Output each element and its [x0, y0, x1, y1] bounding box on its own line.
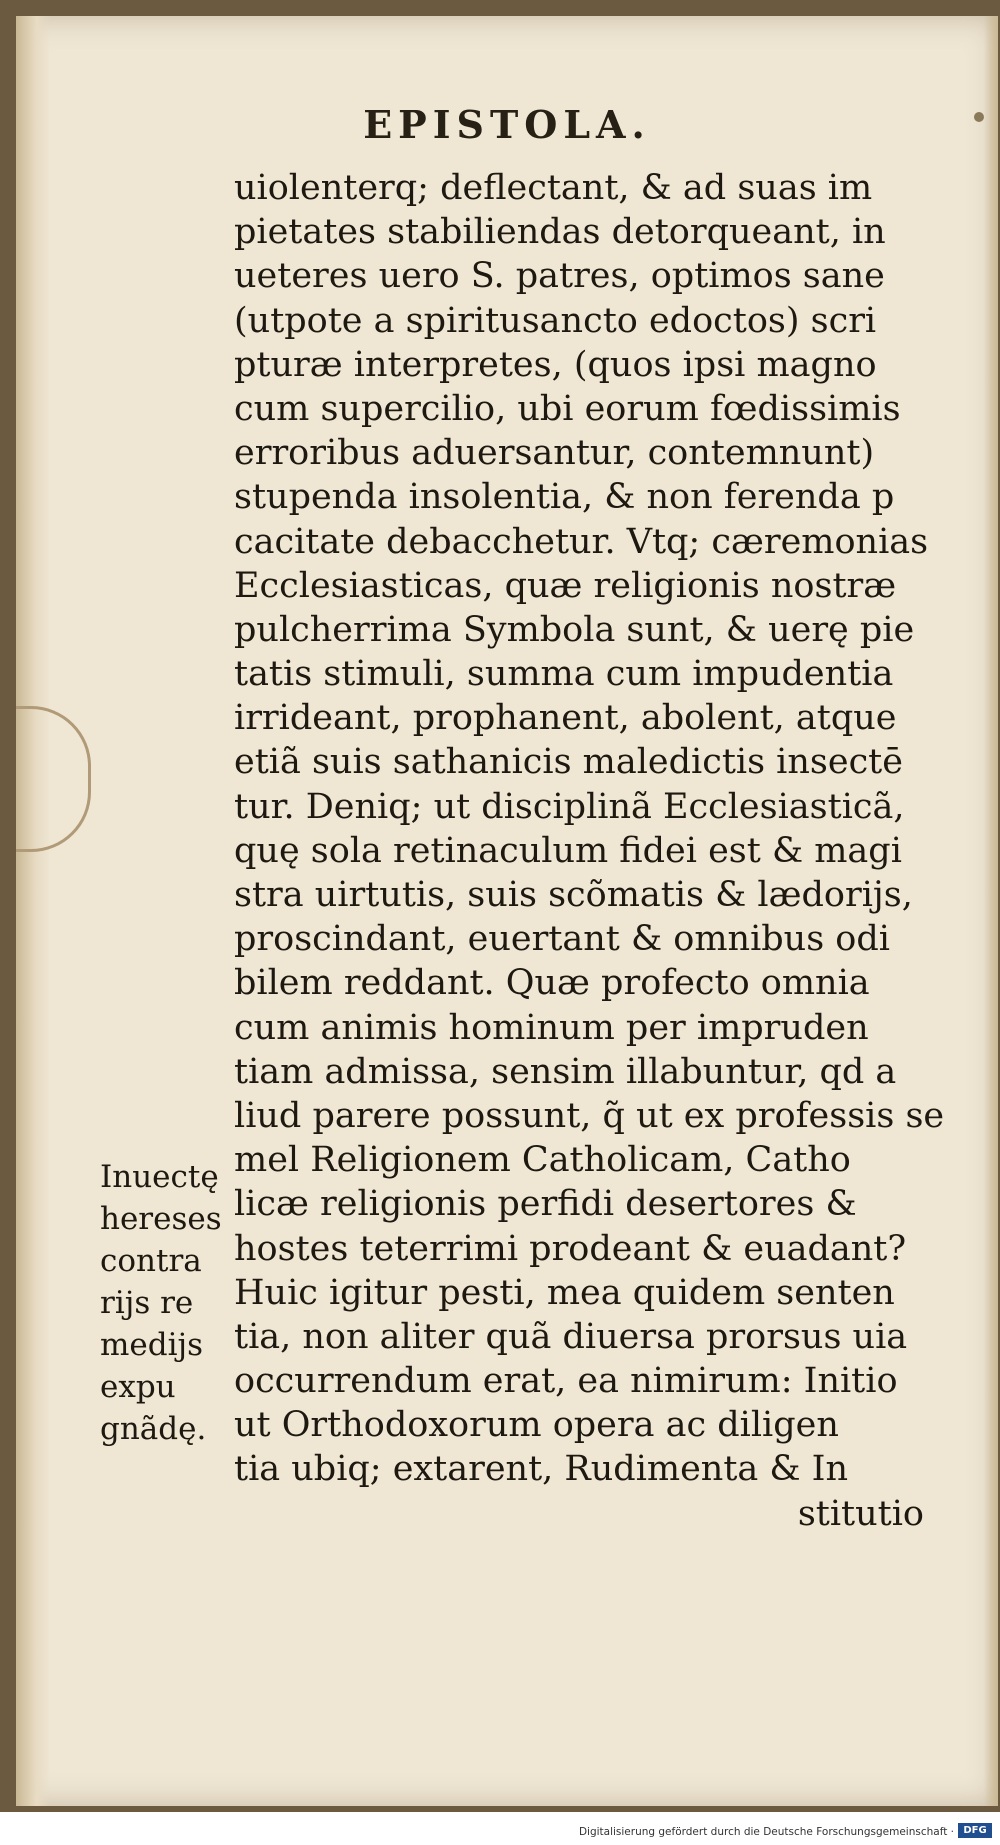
- text-line: uiolenterq; deflectant, & ad suas im: [234, 168, 873, 208]
- page-clip-mark: [16, 706, 91, 852]
- running-head: EPISTOLA.: [363, 102, 651, 147]
- marginal-note-line: contra: [100, 1243, 202, 1279]
- text-line: bilem reddant. Quæ profecto omnia: [234, 963, 870, 1004]
- text-line: Huic igitur pesti, mea quidem senten: [234, 1272, 895, 1313]
- marginal-note-line: hereses: [100, 1201, 222, 1237]
- book-page: [16, 16, 998, 1806]
- text-line: tiam admissa, sensim illabuntur, qd a: [234, 1051, 897, 1092]
- marginal-note-line: gnãdę.: [100, 1411, 207, 1447]
- body-text: [234, 166, 945, 1536]
- text-line: mel Religionem Catholicam, Catho: [234, 1140, 851, 1181]
- text-line: tur. Deniq; ut disciplinã Ecclesiasticã,: [234, 786, 905, 827]
- text-line: (utpote a spiritusancto edoctos) scri: [234, 300, 877, 341]
- marginal-note-line: Inuectę: [100, 1159, 219, 1195]
- text-line: etiã suis sathanicis maledictis insectē: [234, 742, 903, 783]
- digitization-credit: Digitalisierung gefördert durch die Deutsche Forschungsgemeinschaft ·: [578, 1826, 954, 1838]
- text-line: occurrendum erat, ea nimirum: Initio: [234, 1361, 898, 1402]
- text-line: stupenda insolentia, & non ferenda p: [234, 477, 895, 518]
- marginal-note: [100, 1156, 230, 1450]
- text-line: erroribus aduersantur, contemnunt): [234, 433, 875, 474]
- text-line: licæ religionis perfidi desertores &: [234, 1184, 857, 1225]
- marginal-note-line: medijs: [100, 1327, 204, 1363]
- text-line: tia ubiq; extarent, Rudimenta & In: [234, 1449, 849, 1490]
- text-line: tatis stimuli, summa cum impudentia: [234, 654, 894, 695]
- text-line: cum animis hominum per impruden: [234, 1007, 869, 1048]
- dfg-logo: DFG: [958, 1823, 992, 1838]
- text-line: cacitate debacchetur. Vtq; cæremonias: [234, 521, 929, 562]
- text-line: irrideant, prophanent, abolent, atque: [234, 698, 897, 739]
- text-line: cum supercilio, ubi eorum fœdissimis: [234, 388, 901, 429]
- text-line: ut Orthodoxorum opera ac diligen: [234, 1405, 839, 1446]
- text-line: Ecclesiasticas, quæ religionis nostræ: [234, 565, 897, 606]
- text-line: pietates stabiliendas detorqueant, in: [234, 212, 886, 253]
- text-line: proscindant, euertant & omnibus odi: [234, 919, 890, 960]
- marginal-note-line: rijs re: [100, 1285, 194, 1321]
- text-line: stra uirtutis, suis scõmatis & lædorijs,: [234, 875, 913, 915]
- text-line: hostes teterrimi prodeant & euadant?: [234, 1228, 907, 1269]
- text-line: pulcherrima Symbola sunt, & uerę pie: [234, 609, 915, 650]
- text-line: pturæ interpretes, (quos ipsi magno: [234, 344, 877, 385]
- marginal-note-line: expu: [100, 1369, 176, 1405]
- binding-edge: [16, 16, 50, 1806]
- text-line: stitutio: [797, 1493, 924, 1534]
- page-edge-shadow: [984, 16, 998, 1806]
- text-line: quę sola retinaculum fidei est & magi: [234, 830, 902, 871]
- text-line: liud parere possunt, q̃ ut ex professis se: [234, 1095, 945, 1136]
- text-line: tia, non aliter quã diuersa prorsus uia: [234, 1316, 908, 1357]
- text-line: ueteres uero S. patres, optimos sane: [234, 256, 885, 297]
